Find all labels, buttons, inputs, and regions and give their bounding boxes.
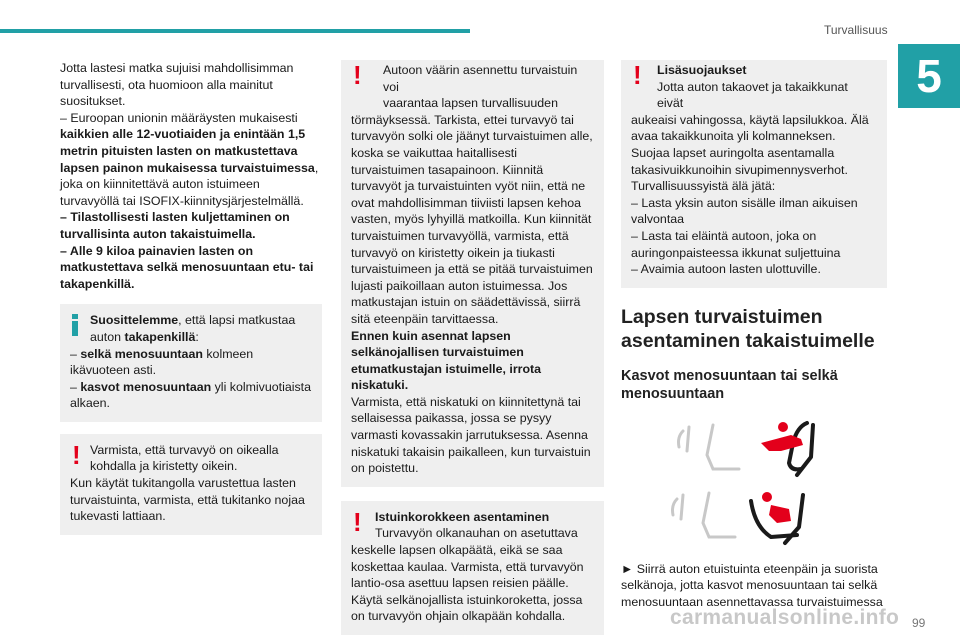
installation-warning-box: ! Autoon väärin asennettu turvaistuin voi vaarantaa lapsen turvallisuuden törmäyksessä. Tarkista, ettei turvavyö tai turvavyön solki ole jäänyt turvaistuimen alle, koska se vaikuttaa haitallisesti turvaistuimen tasapainoon. Kiinnitä turvavyöt ja turvaistuinten vyöt niin, että ne ovat mahdollisimman tiiviisti lapsen kehoa vasten, myös lyhyillä matkoilla. Kun kiinnität turvaistuimen turvavyöllä, varmista, että turvavyö on kiristetty oikein ja tiukasti turvaistuimeen ja että se pitää turvaistuimen lujasti paikoillaan auton istuimessa. Jos matkustajan istuin on säädettävissä, siirrä sitä eteenpäin tarvittaessa. Ennen kuin asennat lapsen selkänojallisen turvaistuimen etumatkustajan istuimelle, irrota niskatuki. Varmista, että niskatuki on kiinnitettynä tai sellaisessa paikassa, jossa se pysyy varmasti kovassakin jarrutuksessa. Asenna niskatuki takaisin paikalleen, kun turvaistuin on poistettu. bbox=[341, 60, 604, 487]
child-seat-illustration bbox=[621, 417, 887, 553]
intro-paragraph: Jotta lastesi matka sujuisi mahdollisimman turvallisesti, ota huomioon alla mainitut suositukset. bbox=[60, 61, 294, 109]
seatbelt-warning-box: ! Varmista, että turvavyö on oikealla kohdalla ja kiristetty oikein. Kun käytät tukitangolla varustettua lasten turvaistuinta, varmista, että tukitanko nojaa tukevasti lattiaan. bbox=[60, 434, 322, 535]
under-9kg-paragraph: – Alle 9 kiloa painavien lasten on matkustettava selkä menosuuntaan etu- tai takapenkillä. bbox=[60, 243, 314, 291]
watermark: carmanualsonline.info bbox=[670, 606, 900, 629]
booster-seat-warning-box: ! Istuinkorokkeen asentaminen Turvavyön olkanauhan on asetuttava keskelle lapsen olkapäätä, eikä se saa koskettaa kaulaa. Varmista, että turvavyön lantio-osa asettuu lapsen reisien päälle. Käytä selkänojallista istuinkoroketta, jossa on turvavyön ohjain olkapään kohdalla. bbox=[341, 501, 604, 635]
page-number: 99 bbox=[912, 616, 926, 630]
subsection-heading: Kasvot menosuuntaan tai selkä menosuuntaan bbox=[621, 367, 838, 402]
section-heading: Lapsen turvaistuimen asentaminen takaistuimelle bbox=[621, 305, 875, 352]
statistics-paragraph: – Tilastollisesti lasten kuljettaminen on turvallisinta auton takaistuimella. bbox=[60, 210, 290, 241]
header-accent-bar bbox=[0, 29, 470, 33]
section-title: Turvallisuus bbox=[824, 23, 888, 37]
instruction-paragraph: ► Siirrä auton etuistuinta eteenpäin ja suorista selkänoja, jotta kasvot menosuuntaan tai selkä menosuuntaan asennettavassa turvaistuimessa bbox=[621, 561, 883, 609]
eu-rule-paragraph: – Euroopan unionin määräysten mukaisesti kaikkien alle 12-vuotiaiden ja enintään 1,5 metrin pituisten lasten on matkustettava lapsen painon mukaisessa turvaistuimessa, joka on kiinnitettävä auton istuimeen turvavyöllä tai ISOFIX-kiinnitysjärjestelmällä. bbox=[60, 110, 319, 208]
warning-icon: ! bbox=[633, 60, 642, 90]
column-3 bbox=[621, 60, 887, 611]
additional-protection-warning-box: ! Lisäsuojaukset Jotta auton takaovet ja takaikkunat eivät aukeaisi vahingossa, käytä lapsilukkoa. Älä avaa takaikkunoita yli kolmanneksen. Suojaa lapset auringolta asentamalla takasivuikkunoihin sivupimennysverhot. Turvallisuussyistä älä jätä: – Lasta yksin auton sisälle ilman aikuisen valvontaa – Lasta tai eläintä autoon, joka on auringonpaisteessa ikkunat suljettuina – Avaimia autoon lasten ulottuville. bbox=[621, 60, 887, 288]
child-seat-diagram-icon bbox=[621, 417, 887, 553]
column-2 bbox=[341, 60, 604, 635]
info-icon bbox=[72, 314, 78, 336]
warning-icon: ! bbox=[353, 60, 362, 90]
warning-icon: ! bbox=[72, 439, 81, 470]
warning-icon: ! bbox=[353, 506, 362, 537]
recommendation-info-box: Suosittelemme, että lapsi matkustaa auton takapenkillä: – selkä menosuuntaan kolmeen ikävuoteen asti. – kasvot menosuuntaan yli kolmivuotiaista alkaen. bbox=[60, 304, 322, 422]
column-1 bbox=[60, 60, 322, 535]
chapter-number-tab: 5 bbox=[898, 44, 960, 108]
